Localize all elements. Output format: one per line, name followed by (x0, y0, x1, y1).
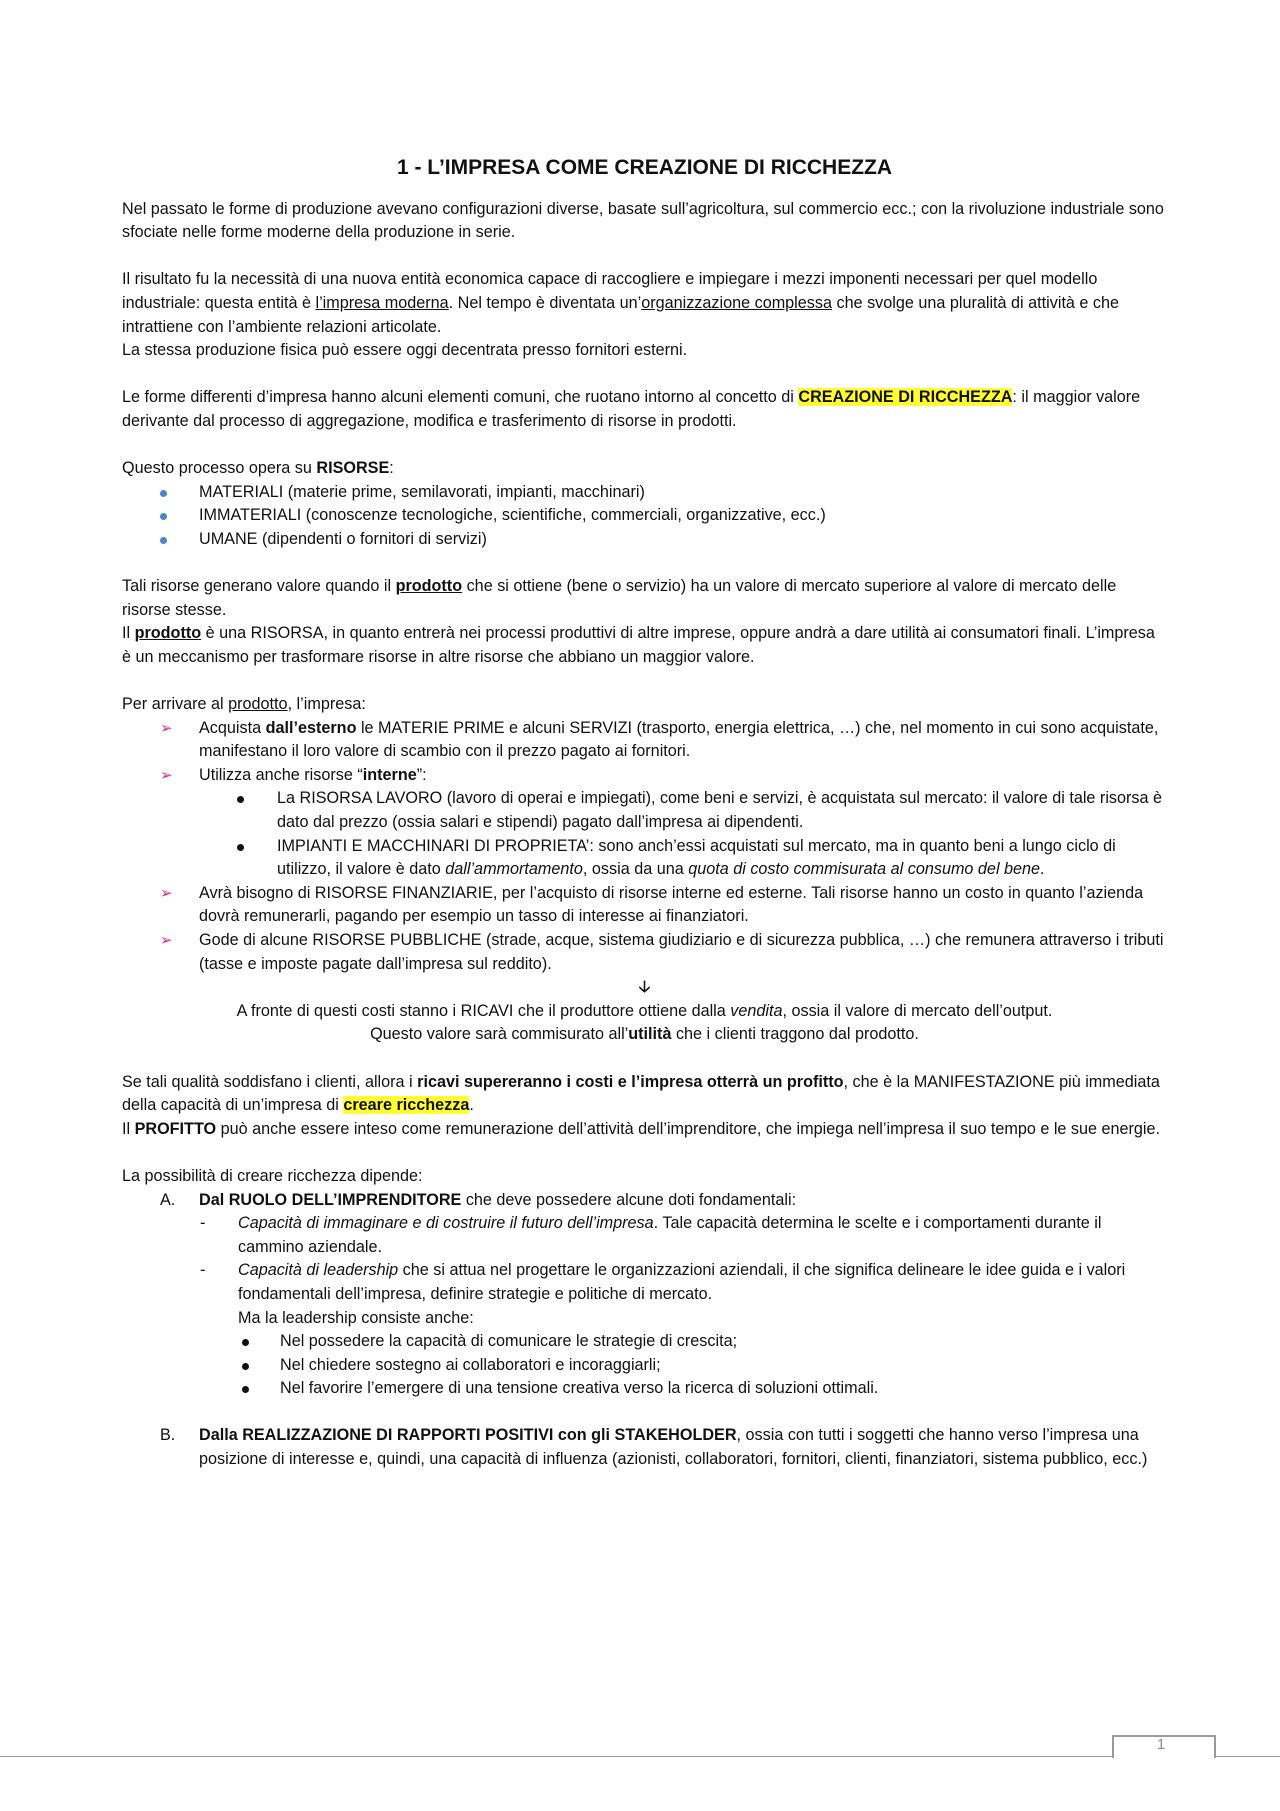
list-item: Nel possedere la capacità di comunicare le strategie di crescita; (122, 1330, 1167, 1354)
list-item: - Capacità di leadership che si attua nel progettare le organizzazioni aziendali, il che significa delineare le idee guida e i valori fondamentali dell’impresa, definire strategie e politiche di mercato. (200, 1261, 1126, 1303)
paragraph-per-arrivare: Per arrivare al prodotto, l’impresa: (122, 695, 366, 714)
list-item: ➢ Acquista dall’esterno le MATERIE PRIME e alcuni SERVIZI (trasporto, energia elettrica, …) che, nel momento in cui sono acquistate, manifestano il loro valore di scambio con il prezzo pagato ai fornitori. (160, 718, 1159, 761)
list-item: La RISORSA LAVORO (lavoro di operai e impiegati), come beni e servizi, è acquistata sul mercato: il valore di tale risorsa è dato dal prezzo (ossia salari e stipendi) pagato dall’impresa ai dipendenti. (122, 787, 1167, 834)
list-item-b: B. Dalla REALIZZAZIONE DI RAPPORTI POSITIVI con gli STAKEHOLDER, ossia con tutti i soggetti che hanno verso l’impresa una posizione di interesse e, quindi, una capacità di influenza (azionisti, collaboratori, fornitori, clienti, finanziatori, sistema pubblico, ecc.) (160, 1426, 1148, 1469)
underlined-impresa-moderna: l’impresa moderna (315, 293, 449, 312)
page-title: 1 - L’IMPRESA COME CREAZIONE DI RICCHEZZA (396, 156, 893, 179)
paragraph-decentrata: La stessa produzione fisica può essere oggi decentrata presso fornitori esterni. (122, 341, 688, 360)
paragraph-creazione: Le forme differenti d’impresa hanno alcuni elementi comuni, che ruotano intorno al concetto di CREAZIONE DI RICCHEZZA: il maggior valore derivante dal processo di aggregazione, modifica e trasferimento di risorse in prodotti. (122, 388, 1141, 430)
footer-rule (0, 1756, 1280, 1757)
bullet-dot-icon (242, 1354, 249, 1378)
bullet-dot-icon (160, 481, 167, 505)
list-item: UMANE (dipendenti o fornitori di servizi) (122, 528, 1167, 552)
page-number: 1 (1156, 1736, 1166, 1753)
page-body (122, 150, 1167, 1472)
bullet-dot-icon (242, 1377, 249, 1401)
arrow-bullet-icon: ➢ (160, 766, 173, 784)
list-item: - Capacità di immaginare e di costruire il futuro dell’impresa. Tale capacità determina le scelte e i comportamenti durante il cammino aziendale. (200, 1214, 1102, 1256)
underlined-organizzazione: organizzazione complessa (641, 293, 832, 312)
paragraph-possibilita: La possibilità di creare ricchezza dipende: (122, 1166, 423, 1185)
bullet-dot-icon (160, 504, 167, 528)
bullet-dot-icon (237, 787, 244, 811)
highlight-creazione: CREAZIONE DI RICCHEZZA (798, 388, 1013, 407)
bullet-dot-icon (237, 835, 244, 859)
list-item: Nel chiedere sostegno ai collaboratori e incoraggiarli; (122, 1354, 1167, 1378)
paragraph-risorse-intro: Questo processo opera su RISORSE: (122, 459, 394, 478)
arrow-bullet-icon: ➢ (160, 884, 173, 902)
bullet-dot-icon (160, 528, 167, 552)
paragraph-prodotto-risorsa: Il prodotto è una RISORSA, in quanto entrerà nei processi produttivi di altre imprese, oppure andrà a dare utilità ai consumatori finali. L’impresa è un meccanismo per trasformare risorse in altre risorse che abbiano un maggior valore. (122, 624, 1155, 666)
list-item-continuation: Ma la leadership consiste anche: (238, 1308, 474, 1327)
list-item: ➢ Gode di alcune RISORSE PUBBLICHE (strade, acque, sistema giudiziario e di sicurezza pubblica, …) che remunera attraverso i tributi (tasse e imposte pagate dall’impresa sul reddito). (160, 931, 1164, 973)
bullet-dot-icon (242, 1330, 249, 1354)
paragraph-history: Nel passato le forme di produzione avevano configurazioni diverse, basate sull’agricoltura, sul commercio ecc.; con la rivoluzione industriale sono sfociate nelle forme moderne della produzione in serie. (122, 199, 1164, 242)
list-item: ➢ Avrà bisogno di RISORSE FINANZIARIE, per l’acquisto di risorse interne ed esterne. Tali risorse hanno un costo in quanto l’azienda dovrà remunerarli, pagando per esempio un tasso di interesse ai finanziatori. (160, 883, 1144, 926)
list-item-a: A. Dal RUOLO DELL’IMPRENDITORE che deve possedere alcune doti fondamentali: (160, 1190, 797, 1209)
list-item: Nel favorire l’emergere di una tensione creativa verso la ricerca di soluzioni ottimali. (122, 1377, 1167, 1401)
paragraph-valore: Tali risorse generano valore quando il prodotto che si ottiene (bene o servizio) ha un valore di mercato superiore al valore di mercato delle risorse stesse. (122, 577, 1117, 619)
arrow-bullet-icon: ➢ (160, 719, 173, 737)
list-item: MATERIALI (materie prime, semilavorati, impianti, macchinari) (122, 481, 1167, 505)
down-arrow-icon: 🡣 (638, 978, 651, 997)
arrow-bullet-icon: ➢ (160, 932, 173, 949)
paragraph-ricavi: A fronte di questi costi stanno i RICAVI che il produttore ottiene dalla vendita, ossia il valore di mercato dell’output. (236, 1001, 1053, 1020)
paragraph-profitto: Se tali qualità soddisfano i clienti, allora i ricavi supereranno i costi e l’impresa otterrà un profitto, che è la MANIFESTAZIONE più immediata della capacità di un’impresa di creare ricchezza. (122, 1072, 1160, 1115)
highlight-creare-ricchezza: creare ricchezza (343, 1096, 470, 1115)
paragraph-utilita: Questo valore sarà commisurato all’utilità che i clienti traggono dal prodotto. (370, 1025, 919, 1044)
paragraph-impresa-moderna: Il risultato fu la necessità di una nuova entità economica capace di raccogliere e impiegare i mezzi imponenti necessari per quel modello industriale: questa entità è l’impresa moderna. Nel tempo è diventata un’organizzazione complessa che svolge una pluralità di attività e che intrattiene con l’ambiente relazioni articolate. (122, 270, 1120, 336)
list-item: ➢ Utilizza anche risorse “interne”: (122, 764, 1167, 788)
list-item: IMPIANTI E MACCHINARI DI PROPRIETA’: sono anch’essi acquistati sul mercato, ma in quanto beni a lungo ciclo di utilizzo, il valore è dato dall’ammortamento, ossia da una quota di costo commisurata al consumo del bene. (122, 835, 1167, 882)
paragraph-profitto-remunerazione: Il PROFITTO può anche essere inteso come remunerazione dell’attività dell’imprenditore, che impiega nell’impresa il suo tempo e le sue energie. (122, 1119, 1161, 1138)
list-item: IMMATERIALI (conoscenze tecnologiche, scientifiche, commerciali, organizzative, ecc.) (122, 504, 1167, 528)
